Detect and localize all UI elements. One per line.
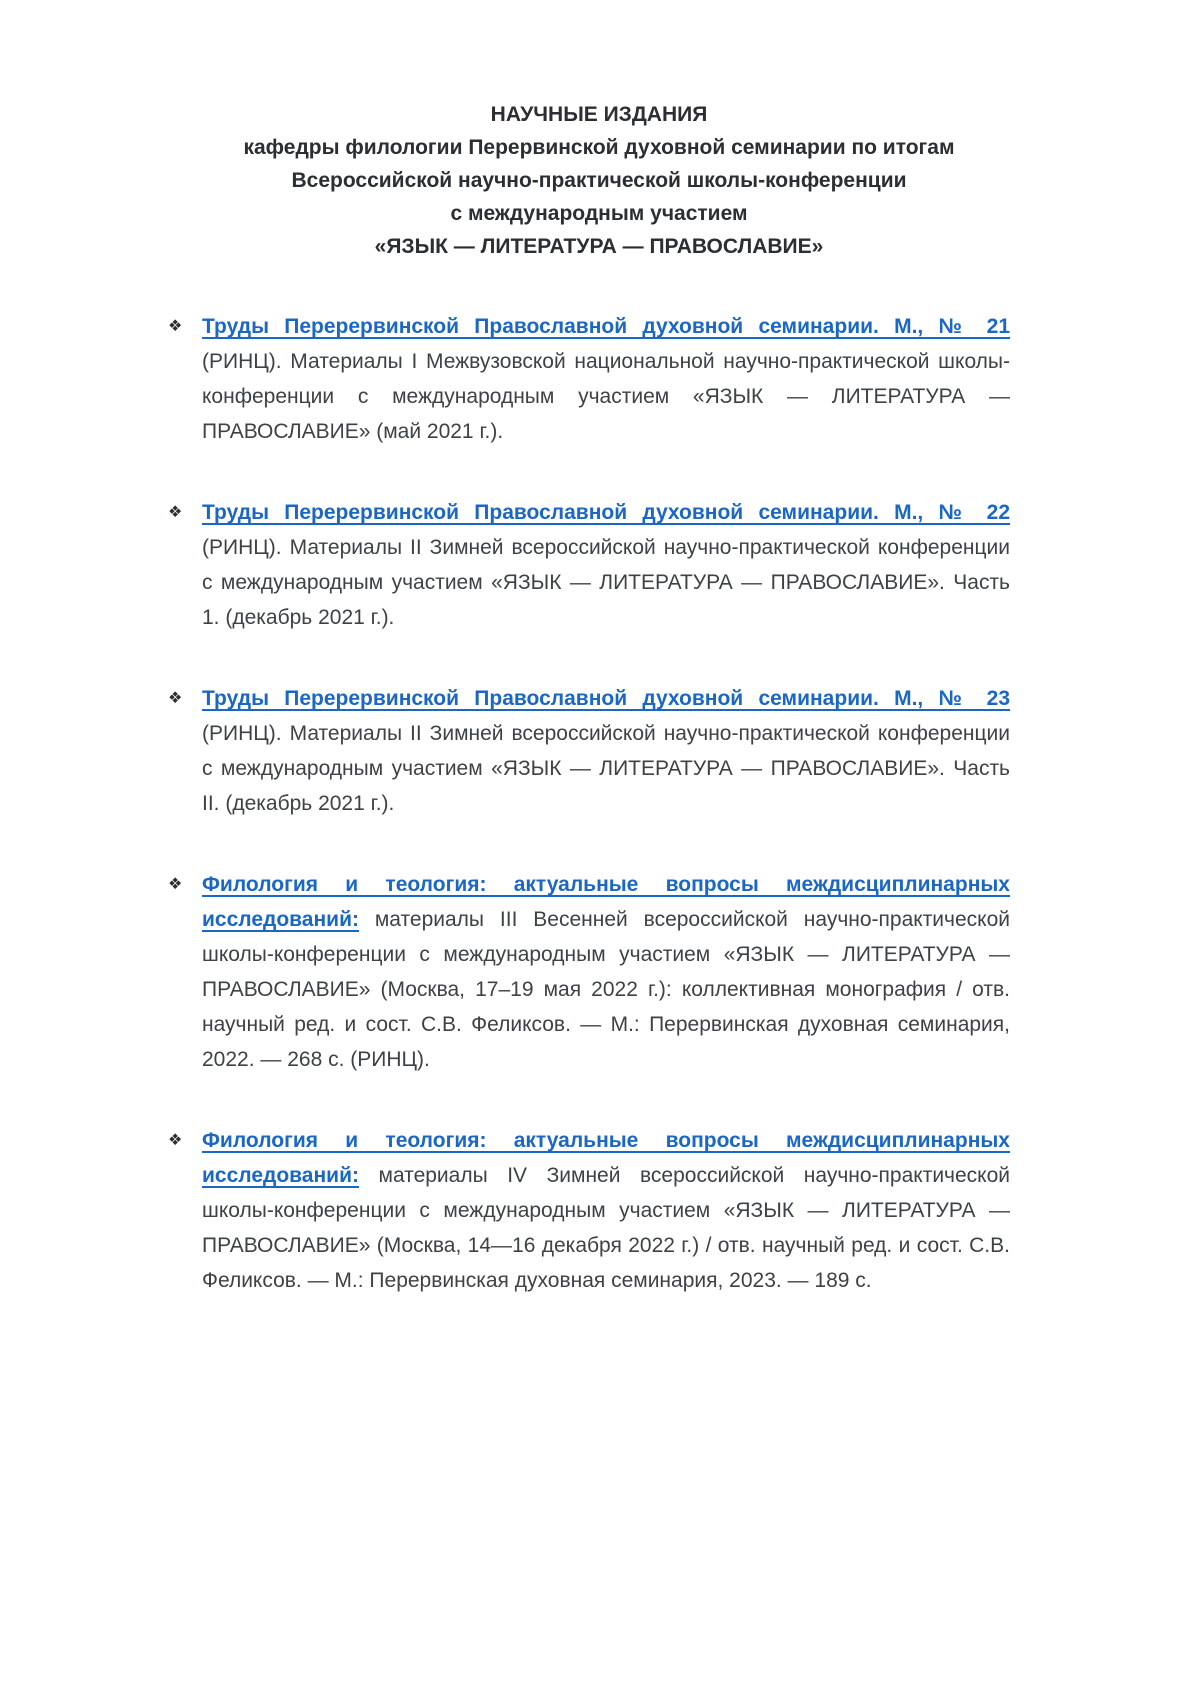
title-line-2: кафедры филологии Перервинской духовной семинарии по итогам <box>243 136 955 159</box>
page-title <box>168 98 1010 263</box>
list-item <box>168 681 1010 821</box>
publication-description: материалы IV Зимней всероссийской научно-практической школы-конференции с международным участием «ЯЗЫК — ЛИТЕРАТУРА — ПРАВОСЛАВИЕ» (Москва, 14—16 декабря 2022 г.) / отв. научный ред. и сост. С.В. Феликсов. — М.: Перервинская духовная семинария, 2023. — 189 с. <box>202 1164 1010 1292</box>
publication-link[interactable]: Филология и теология: актуальные вопросы междисциплинарных исследований: <box>202 873 1010 931</box>
publication-entry <box>202 1123 1010 1298</box>
publication-entry <box>202 495 1010 635</box>
diamond-bullet-icon: ❖ <box>168 876 183 893</box>
publication-entry <box>202 309 1010 449</box>
diamond-bullet-icon: ❖ <box>168 690 183 707</box>
publication-entry <box>202 681 1010 821</box>
publication-link[interactable]: Труды Перерервинской Православной духовной семинарии. М., № 22 <box>202 501 1010 524</box>
diamond-bullet-icon: ❖ <box>168 504 183 521</box>
title-line-3: Всероссийской научно-практической школы-конференции <box>291 169 907 192</box>
diamond-bullet-icon: ❖ <box>168 1132 183 1149</box>
publication-entry <box>202 867 1010 1077</box>
publication-description: (РИНЦ). Материалы I Межвузовской национальной научно-практической школы-конференции с международным участием «ЯЗЫК — ЛИТЕРАТУРА — ПРАВОСЛАВИЕ» (май 2021 г.). <box>202 350 1010 443</box>
list-item <box>168 309 1010 449</box>
publication-link[interactable]: Труды Перерервинской Православной духовной семинарии. М., № 23 <box>202 687 1010 710</box>
publication-link[interactable]: Труды Перерервинской Православной духовной семинарии. М., № 21 <box>202 315 1010 338</box>
title-line-4: с международным участием <box>450 202 748 225</box>
publication-description: материалы III Весенней всероссийской научно-практической школы-конференции с международным участием «ЯЗЫК — ЛИТЕРАТУРА — ПРАВОСЛАВИЕ» (Москва, 17–19 мая 2022 г.): коллективная монография / отв. научный ред. и сост. С.В. Феликсов. — М.: Перервинская духовная семинария, 2022. — 268 с. (РИНЦ). <box>202 908 1010 1071</box>
publication-link[interactable]: Филология и теология: актуальные вопросы междисциплинарных исследований: <box>202 1129 1010 1187</box>
publications-list <box>168 309 1010 1298</box>
list-item <box>168 867 1010 1077</box>
title-line-1: НАУЧНЫЕ ИЗДАНИЯ <box>490 103 708 126</box>
title-line-5: «ЯЗЫК — ЛИТЕРАТУРА — ПРАВОСЛАВИЕ» <box>374 235 824 258</box>
diamond-bullet-icon: ❖ <box>168 318 183 335</box>
publication-description: (РИНЦ). Материалы II Зимней всероссийской научно-практической конференции с международным участием «ЯЗЫК — ЛИТЕРАТУРА — ПРАВОСЛАВИЕ». Часть II. (декабрь 2021 г.). <box>202 722 1010 815</box>
list-item <box>168 1123 1010 1298</box>
publication-description: (РИНЦ). Материалы II Зимней всероссийской научно-практической конференции с международным участием «ЯЗЫК — ЛИТЕРАТУРА — ПРАВОСЛАВИЕ». Часть 1. (декабрь 2021 г.). <box>202 536 1010 629</box>
list-item <box>168 495 1010 635</box>
